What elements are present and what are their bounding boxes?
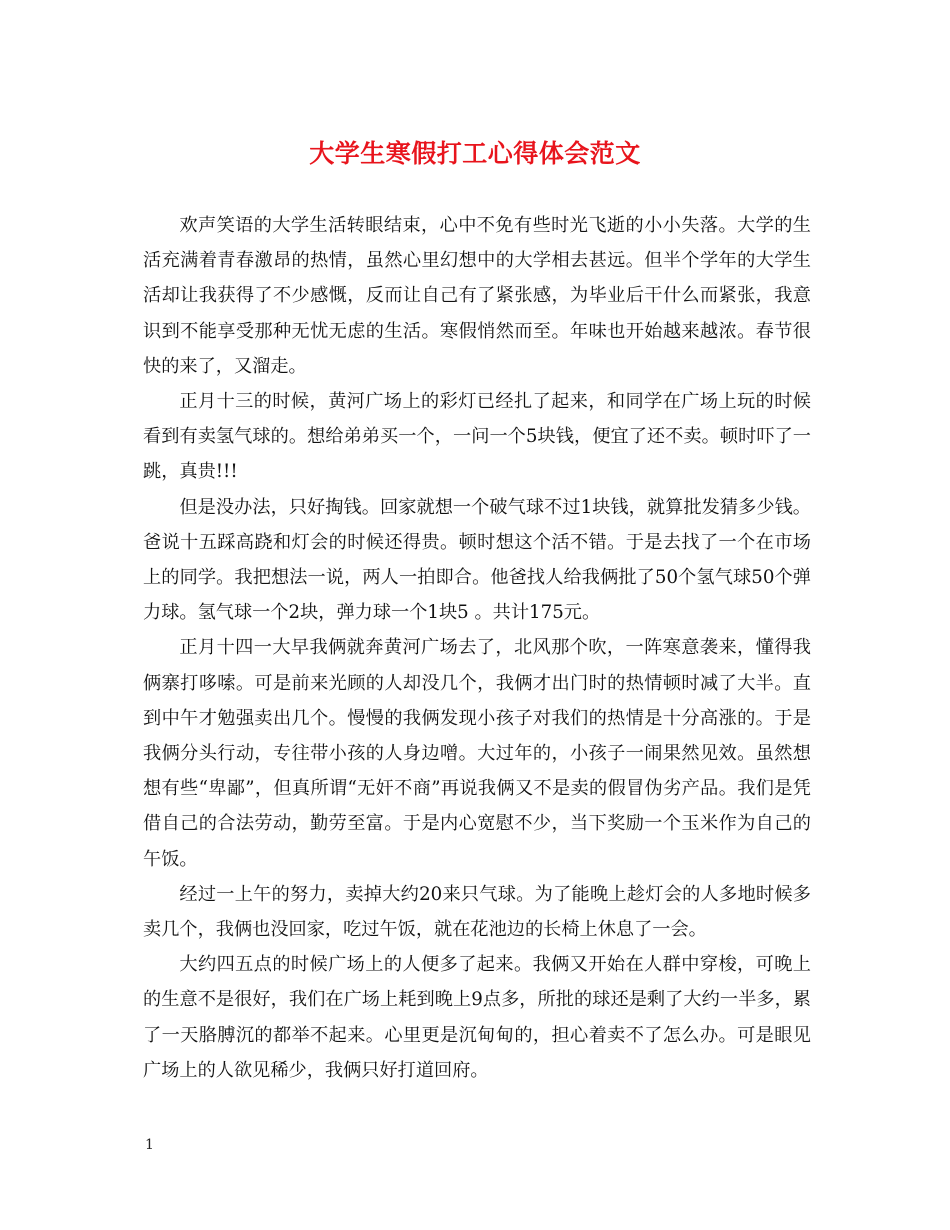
- document-title: 大学生寒假打工心得体会范文: [309, 139, 641, 168]
- paragraph-4: 正月十四一大早我俩就奔黄河广场去了，北风那个吹，一阵寒意袭来，懂得我俩寨打哆嗦。可是前来光顾的人却没几个，我俩才出门时的热情顿时减了大半。直到中午才勉强卖出几个。慢慢的我俩发现小孩子对我们的热情是十分高涨的。于是我俩分头行动，专往带小孩的人身边噌。大过年的，小孩子一闹果然见效。虽然想想有些“卑鄙”，但真所谓“无奸不商”再说我俩又不是卖的假冒伪劣产品。我们是凭借自己的合法劳动，勤劳至富。于是内心宽慰不少，当下奖励一个玉米作为自己的午饭。: [143, 637, 811, 870]
- paragraph-1: 欢声笑语的大学生活转眼结束，心中不免有些时光飞逝的小小失落。大学的生活充满着青春激昂的热情，虽然心里幻想中的大学相去甚远。但半个学年的大学生活却让我获得了不少感慨，反而让自己有了紧张感，为毕业后干什么而紧张，我意识到不能享受那种无忧无虑的生活。寒假悄然而至。年味也开始越来越浓。春节很快的来了，又溜走。: [143, 215, 811, 377]
- paragraph-3: 但是没办法，只好掏钱。回家就想一个破气球不过1块钱，就算批发猜多少钱。爸说十五踩高跷和灯会的时候还得贵。顿时想这个活不错。于是去找了一个在市场上的同学。我把想法一说，两人一拍即合。他爸找人给我俩批了50个氢气球50个弹力球。氢气球一个2块，弹力球一个1块5 。共计175元。: [143, 496, 811, 624]
- page-number: 1: [145, 1137, 154, 1153]
- paragraph-5: 经过一上午的努力，卖掉大约20来只气球。为了能晚上趁灯会的人多地时候多卖几个，我俩也没回家，吃过午饭，就在花池边的长椅上休息了一会。: [143, 883, 811, 941]
- document-body: [143, 208, 811, 1088]
- paragraph-6: 大约四五点的时候广场上的人便多了起来。我俩又开始在人群中穿梭，可晚上的生意不是很好，我们在广场上耗到晚上9点多，所批的球还是剩了大约一半多，累了一天胳膊沉的都举不起来。心里更是沉甸甸的，担心着卖不了怎么办。可是眼见广场上的人欲见稀少，我俩只好打道回府。: [143, 954, 811, 1081]
- paragraph-2: 正月十三的时候，黄河广场上的彩灯已经扎了起来，和同学在广场上玩的时候看到有卖氢气球的。想给弟弟买一个，一问一个5块钱，便宜了还不卖。顿时吓了一跳，真贵!!!: [143, 391, 811, 483]
